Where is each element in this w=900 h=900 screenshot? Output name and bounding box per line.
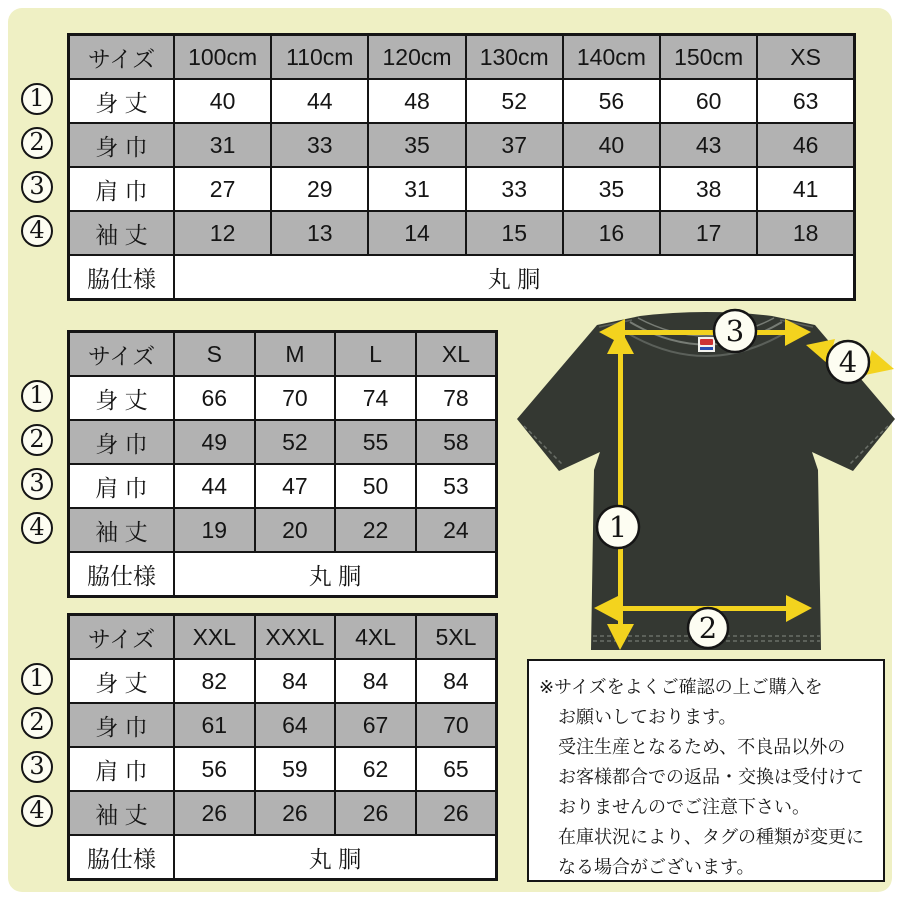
- row-marker: 1: [21, 663, 53, 695]
- notice-line: お客様都合での返品・交換は受付けて: [558, 767, 864, 787]
- arrow-shoulder: [612, 330, 798, 335]
- row-label: 身 丈: [69, 659, 175, 703]
- size-value: 26: [255, 791, 336, 835]
- size-value: 16: [563, 211, 660, 255]
- table-row: [69, 791, 497, 835]
- size-col-header: 4XL: [335, 615, 416, 660]
- size-table-xxl-5xl: [67, 613, 498, 881]
- size-value: 35: [563, 167, 660, 211]
- size-value: 12: [174, 211, 271, 255]
- header-row: [69, 615, 497, 660]
- marker-label: 1: [608, 510, 628, 544]
- brand-tag: [698, 337, 715, 352]
- size-value: 35: [368, 123, 465, 167]
- size-value: 49: [174, 420, 255, 464]
- size-value: 14: [368, 211, 465, 255]
- row-marker: 2: [21, 127, 53, 159]
- size-value: 33: [271, 123, 368, 167]
- row-label: 身 巾: [69, 703, 175, 747]
- size-table-kids-xs: [67, 33, 856, 301]
- table-row: [69, 420, 497, 464]
- side-spec-value: 丸 胴: [174, 835, 497, 880]
- table-row: [69, 703, 497, 747]
- notice-line: 受注生産となるため、不良品以外の: [558, 737, 846, 757]
- size-value: 62: [335, 747, 416, 791]
- notice-box: [527, 659, 885, 882]
- row-label: 袖 丈: [69, 508, 175, 552]
- size-value: 63: [757, 79, 854, 123]
- table-row: [69, 79, 855, 123]
- side-spec-label: 脇仕様: [69, 835, 175, 880]
- size-header-label: サイズ: [69, 615, 175, 660]
- measure-marker-4: [827, 341, 869, 383]
- size-value: 66: [174, 376, 255, 420]
- size-value: 53: [416, 464, 497, 508]
- row-marker: 3: [21, 751, 53, 783]
- size-value: 58: [416, 420, 497, 464]
- measure-marker-2: [688, 608, 728, 648]
- size-value: 78: [416, 376, 497, 420]
- header-row: [69, 332, 497, 377]
- size-col-header: XL: [416, 332, 497, 377]
- size-value: 70: [416, 703, 497, 747]
- size-col-header: 100cm: [174, 35, 271, 80]
- table-row: [69, 659, 497, 703]
- side-spec-label: 脇仕様: [69, 255, 175, 300]
- notice-line: ※サイズをよくご確認の上ご購入を: [539, 677, 823, 697]
- table-row: [69, 211, 855, 255]
- size-col-header: 130cm: [466, 35, 563, 80]
- row-label: 肩 巾: [69, 464, 175, 508]
- size-value: 46: [757, 123, 854, 167]
- row-marker: 3: [21, 468, 53, 500]
- size-value: 52: [255, 420, 336, 464]
- tshirt-diagram: [505, 308, 900, 662]
- size-value: 56: [563, 79, 660, 123]
- size-col-header: 110cm: [271, 35, 368, 80]
- size-value: 50: [335, 464, 416, 508]
- row-label: 肩 巾: [69, 167, 175, 211]
- size-col-header: 140cm: [563, 35, 660, 80]
- notice-line: 在庫状況により、タグの種類が変更に: [558, 827, 864, 847]
- size-col-header: XS: [757, 35, 854, 80]
- size-value: 64: [255, 703, 336, 747]
- header-row: [69, 35, 855, 80]
- size-value: 65: [416, 747, 497, 791]
- size-col-header: XXL: [174, 615, 255, 660]
- size-header-label: サイズ: [69, 35, 175, 80]
- row-marker: 4: [21, 215, 53, 247]
- row-label: 身 巾: [69, 123, 175, 167]
- size-header-label: サイズ: [69, 332, 175, 377]
- row-marker: 3: [21, 171, 53, 203]
- size-value: 31: [174, 123, 271, 167]
- size-col-header: S: [174, 332, 255, 377]
- size-value: 52: [466, 79, 563, 123]
- size-value: 74: [335, 376, 416, 420]
- row-marker: 4: [21, 795, 53, 827]
- table-row: [69, 167, 855, 211]
- size-value: 20: [255, 508, 336, 552]
- size-value: 43: [660, 123, 757, 167]
- size-col-header: 5XL: [416, 615, 497, 660]
- size-value: 84: [416, 659, 497, 703]
- size-value: 59: [255, 747, 336, 791]
- notice-line: お願いしております。: [558, 707, 737, 727]
- notice-line: おりませんのでご注意下さい。: [558, 797, 810, 817]
- row-marker: 1: [21, 83, 53, 115]
- footer-row: [69, 552, 497, 597]
- size-value: 22: [335, 508, 416, 552]
- size-value: 82: [174, 659, 255, 703]
- side-spec-value: 丸 胴: [174, 552, 497, 597]
- row-label: 肩 巾: [69, 747, 175, 791]
- size-value: 29: [271, 167, 368, 211]
- row-marker: 1: [21, 380, 53, 412]
- size-value: 60: [660, 79, 757, 123]
- size-col-header: 120cm: [368, 35, 465, 80]
- size-value: 70: [255, 376, 336, 420]
- size-value: 13: [271, 211, 368, 255]
- size-value: 56: [174, 747, 255, 791]
- side-spec-label: 脇仕様: [69, 552, 175, 597]
- measure-marker-1: [597, 506, 639, 548]
- footer-row: [69, 255, 855, 300]
- marker-label: 2: [698, 611, 718, 645]
- row-label: 身 丈: [69, 376, 175, 420]
- row-marker: 2: [21, 424, 53, 456]
- size-value: 26: [335, 791, 416, 835]
- size-value: 31: [368, 167, 465, 211]
- row-marker: 2: [21, 707, 53, 739]
- row-label: 袖 丈: [69, 211, 175, 255]
- table-row: [69, 376, 497, 420]
- size-value: 44: [174, 464, 255, 508]
- size-col-header: M: [255, 332, 336, 377]
- size-value: 38: [660, 167, 757, 211]
- size-value: 33: [466, 167, 563, 211]
- size-value: 17: [660, 211, 757, 255]
- size-value: 67: [335, 703, 416, 747]
- marker-label: 4: [838, 345, 858, 379]
- size-value: 84: [255, 659, 336, 703]
- arrow-length: [618, 344, 623, 632]
- table-row: [69, 508, 497, 552]
- size-value: 18: [757, 211, 854, 255]
- table-row: [69, 747, 497, 791]
- row-label: 袖 丈: [69, 791, 175, 835]
- size-value: 15: [466, 211, 563, 255]
- side-spec-value: 丸 胴: [174, 255, 855, 300]
- size-value: 47: [255, 464, 336, 508]
- size-value: 27: [174, 167, 271, 211]
- size-table-s-xl: [67, 330, 498, 598]
- size-value: 26: [416, 791, 497, 835]
- size-value: 44: [271, 79, 368, 123]
- table-row: [69, 123, 855, 167]
- tshirt-image: [505, 308, 900, 662]
- size-value: 84: [335, 659, 416, 703]
- marker-label: 3: [725, 314, 745, 348]
- size-value: 26: [174, 791, 255, 835]
- notice-line: なる場合がございます。: [558, 857, 755, 877]
- size-col-header: 150cm: [660, 35, 757, 80]
- size-value: 48: [368, 79, 465, 123]
- size-value: 24: [416, 508, 497, 552]
- size-value: 37: [466, 123, 563, 167]
- size-value: 61: [174, 703, 255, 747]
- size-value: 40: [563, 123, 660, 167]
- size-col-header: XXXL: [255, 615, 336, 660]
- footer-row: [69, 835, 497, 880]
- table-row: [69, 464, 497, 508]
- size-value: 55: [335, 420, 416, 464]
- size-value: 19: [174, 508, 255, 552]
- measure-marker-3: [714, 310, 756, 352]
- size-value: 41: [757, 167, 854, 211]
- row-marker: 4: [21, 512, 53, 544]
- row-label: 身 巾: [69, 420, 175, 464]
- size-col-header: L: [335, 332, 416, 377]
- size-value: 40: [174, 79, 271, 123]
- row-label: 身 丈: [69, 79, 175, 123]
